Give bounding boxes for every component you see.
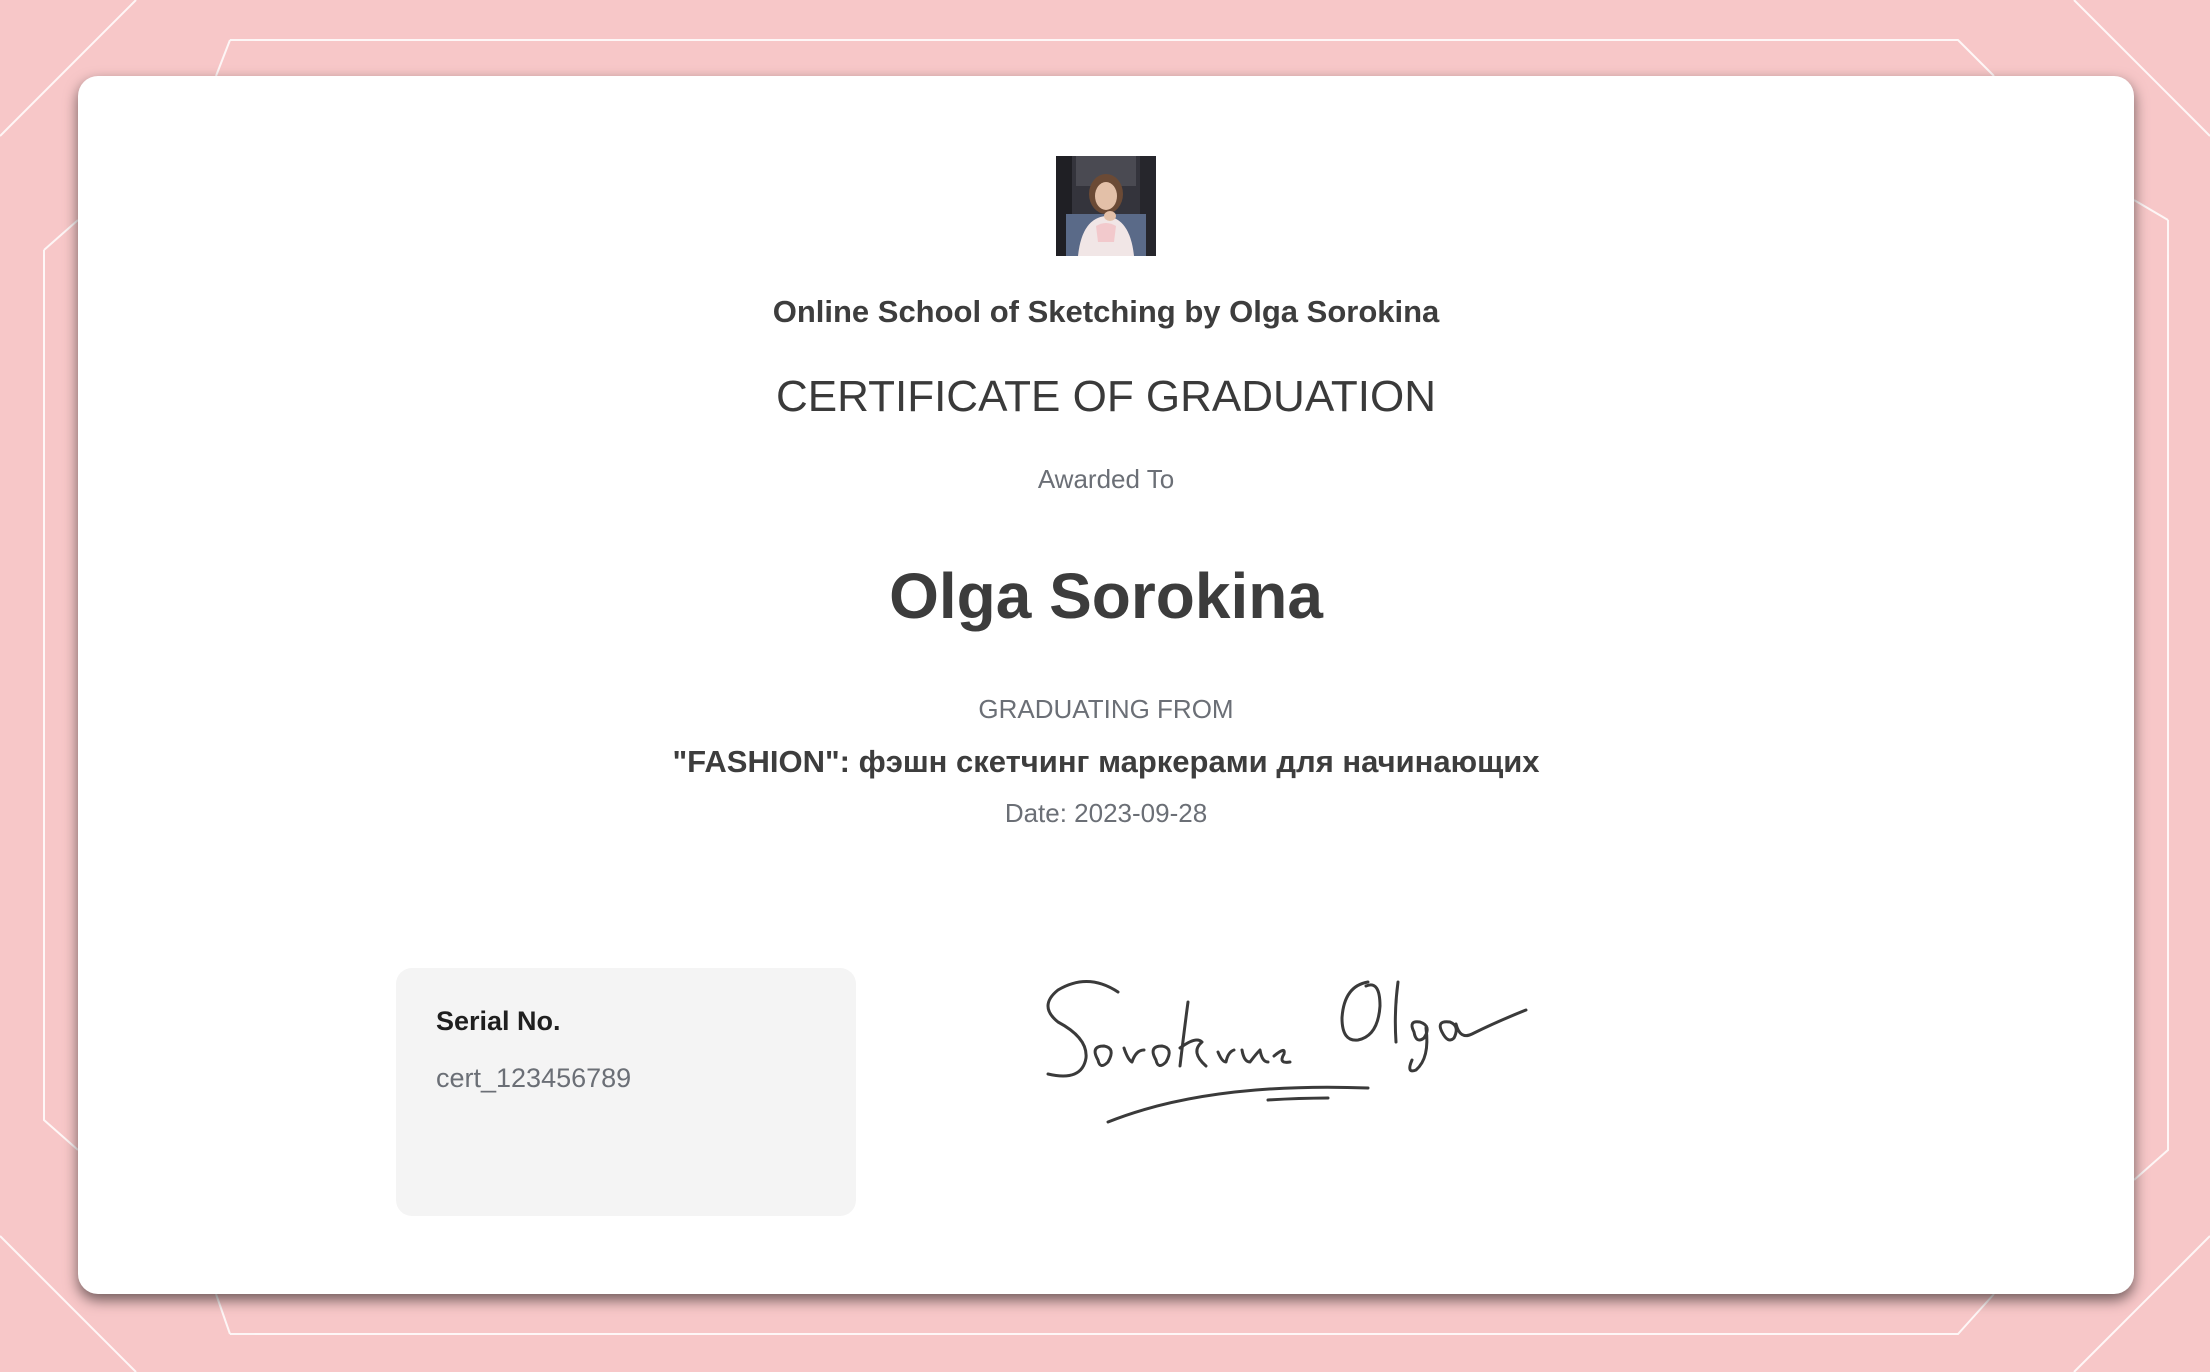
- course-name: "FASHION": фэшн скетчинг маркерами для начинающих: [672, 744, 1540, 779]
- graduating-from-label: GRADUATING FROM: [978, 694, 1234, 724]
- school-name: Online School of Sketching by Olga Sorokina: [772, 294, 1440, 329]
- signature: [1028, 962, 1548, 1132]
- graduation-date: Date: 2023-09-28: [1004, 798, 1208, 828]
- serial-number-box: [396, 968, 856, 1216]
- awarded-to-label: Awarded To: [1037, 464, 1175, 494]
- serial-label: Serial No.: [436, 1006, 561, 1036]
- recipient-name: Olga Sorokina: [889, 560, 1323, 632]
- serial-value: cert_123456789: [436, 1063, 632, 1093]
- certificate-title: CERTIFICATE OF GRADUATION: [775, 372, 1437, 421]
- instructor-photo: [1056, 156, 1156, 256]
- certificate-card: [78, 76, 2134, 1294]
